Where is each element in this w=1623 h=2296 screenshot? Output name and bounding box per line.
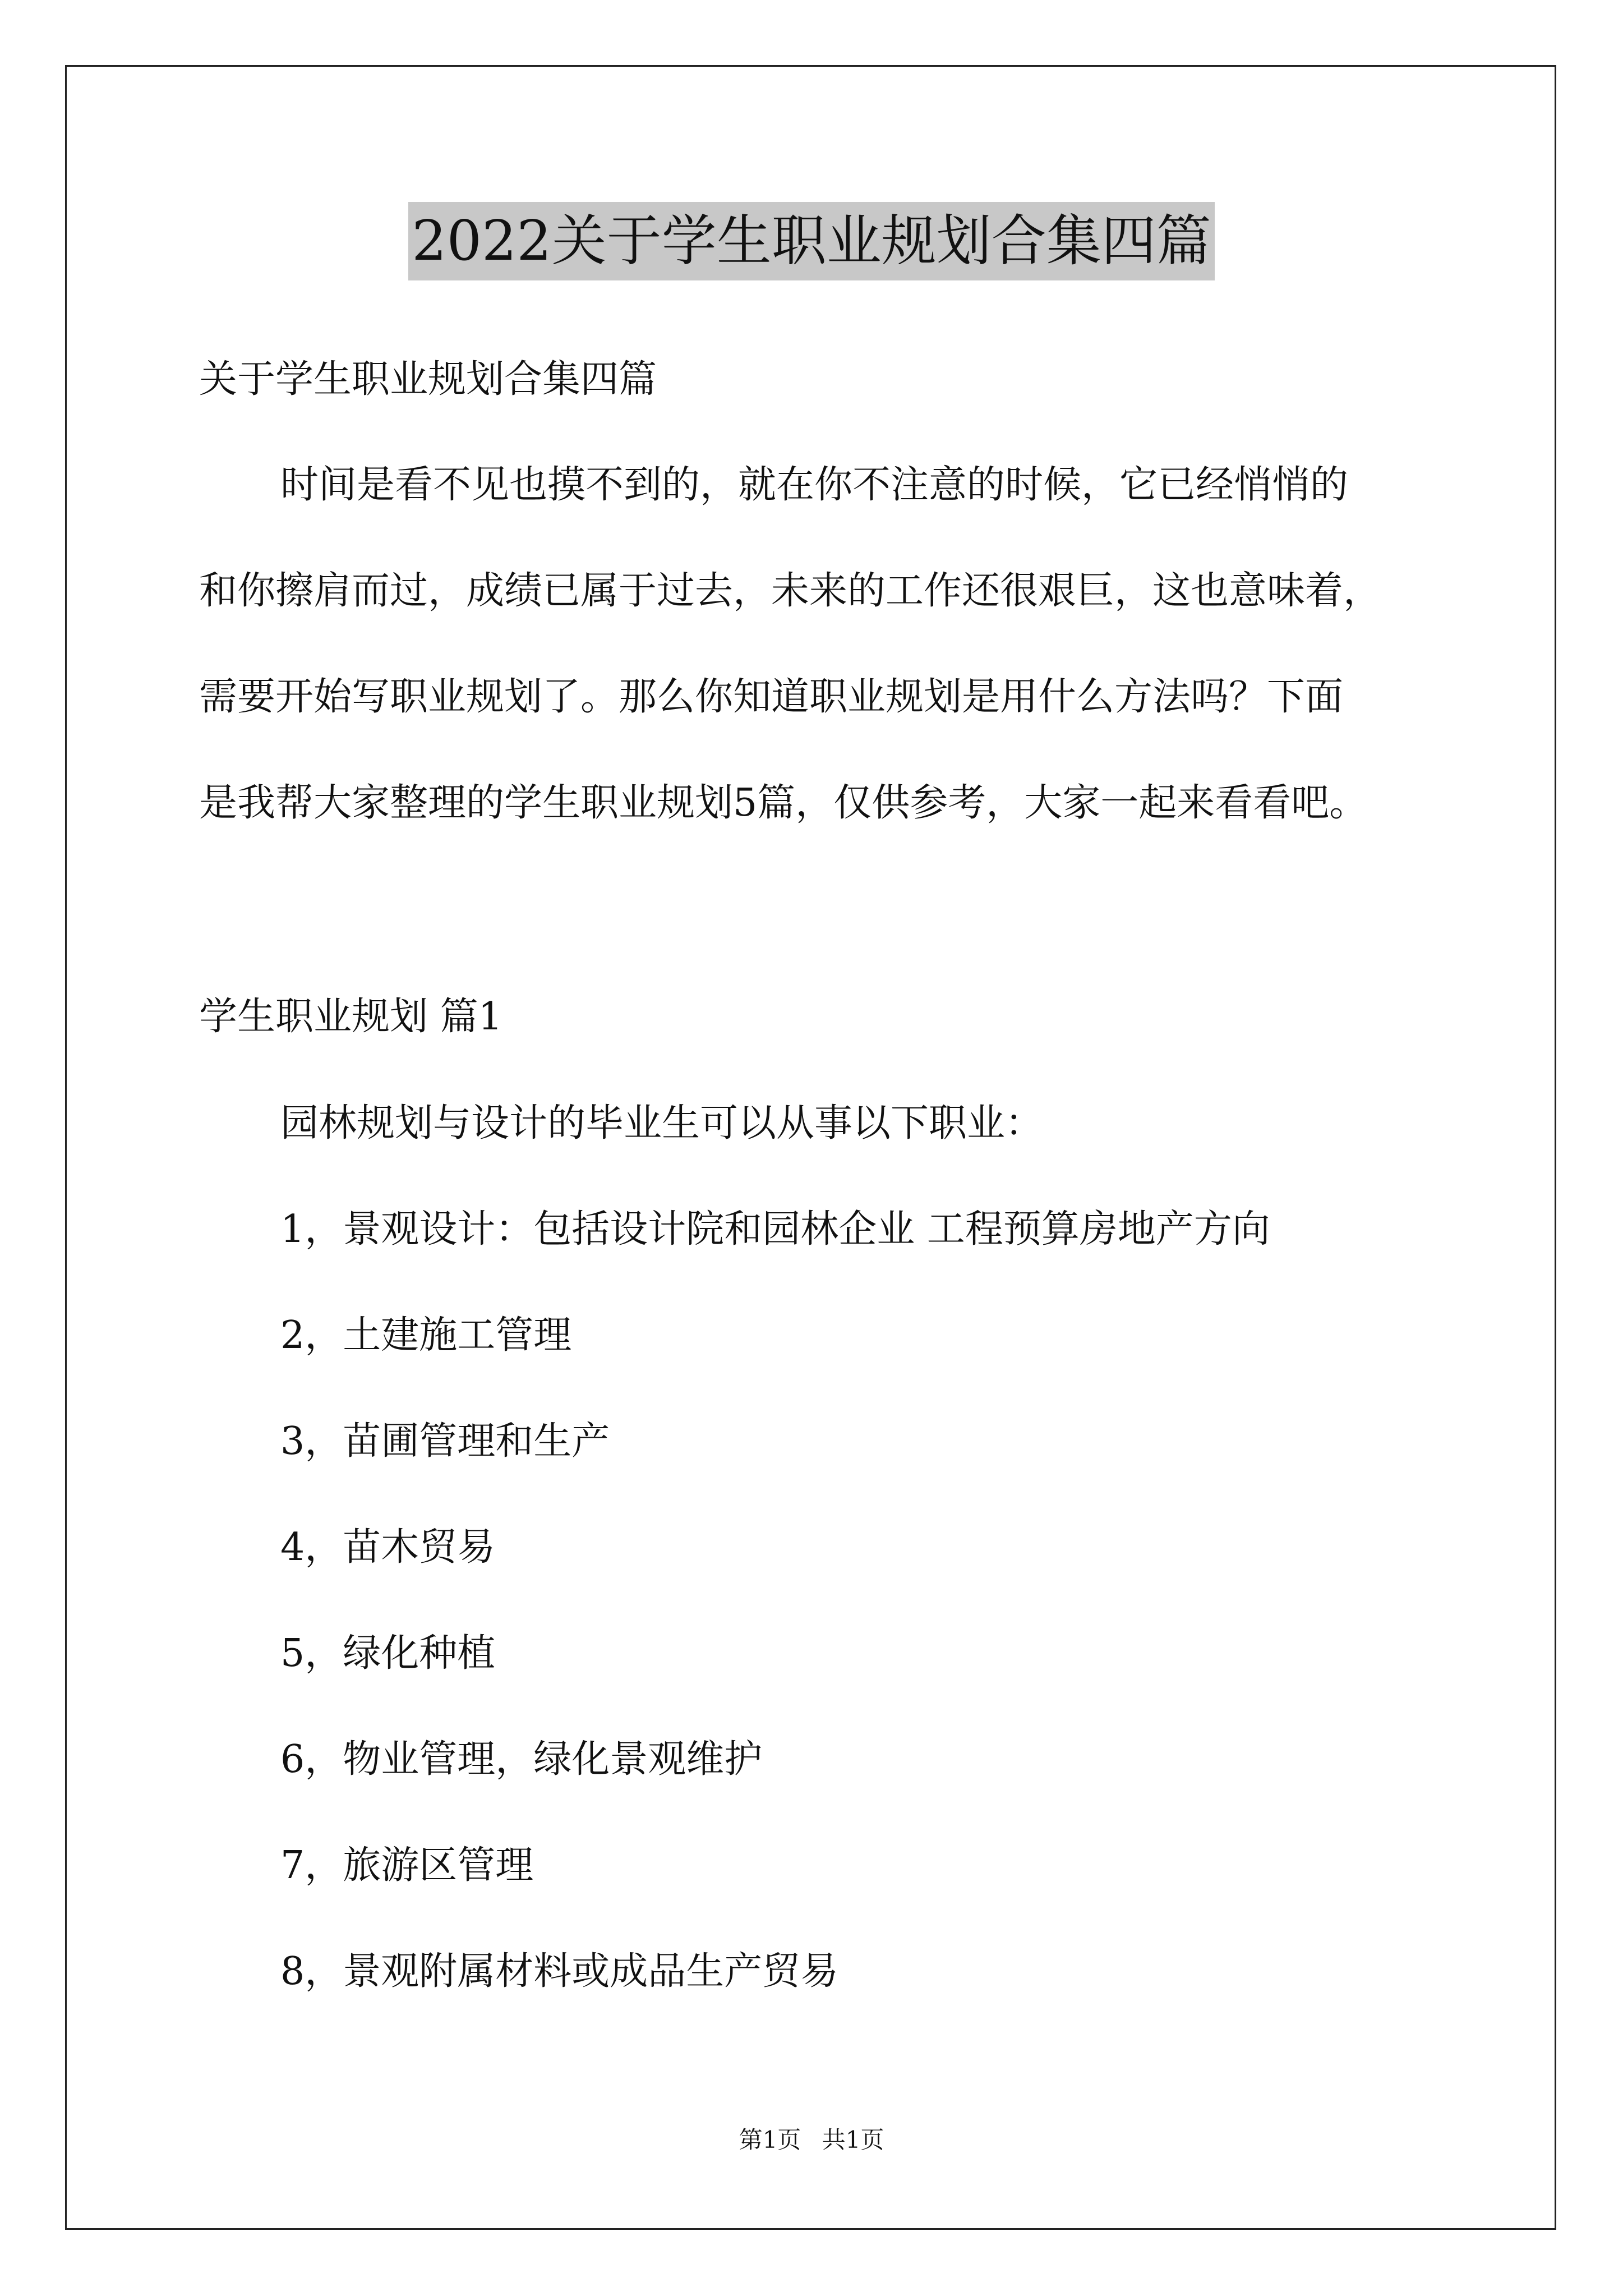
intro-line-1: 时间是看不见也摸不到的，就在你不注意的时候，它已经悄悄的 [280, 463, 1349, 507]
list-item: 3，苗圃管理和生产 [280, 1419, 610, 1464]
list-item: 4，苗木贸易 [280, 1525, 496, 1570]
document-title: 2022关于学生职业规划合集四篇 [408, 202, 1214, 280]
section-intro: 园林规划与设计的毕业生可以从事以下职业： [280, 1101, 1044, 1145]
list-item: 2，土建施工管理 [280, 1313, 572, 1358]
list-item: 5，绿化种植 [280, 1631, 496, 1676]
intro-line-2: 和你擦肩而过，成绩已属于过去，未来的工作还很艰巨，这也意味着， [199, 569, 1382, 613]
list-item: 1，景观设计：包括设计院和园林企业 工程预算房地产方向 [280, 1207, 1270, 1251]
list-item: 8，景观附属材料或成品生产贸易 [280, 1949, 839, 1994]
list-item: 7，旅游区管理 [280, 1843, 534, 1888]
page-number: 第1页 [739, 2126, 801, 2154]
section-heading: 学生职业规划 篇1 [199, 995, 502, 1039]
page-total: 共1页 [822, 2126, 884, 2154]
intro-line-4: 是我帮大家整理的学生职业规划5篇，仅供参考，大家一起来看看吧。 [199, 781, 1368, 825]
page-footer [0, 2123, 1623, 2157]
document-subtitle: 关于学生职业规划合集四篇 [199, 357, 657, 402]
intro-line-3: 需要开始写职业规划了。那么你知道职业规划是用什么方法吗？下面 [199, 675, 1344, 719]
title-container [0, 202, 1623, 280]
list-item: 6，物业管理，绿化景观维护 [280, 1737, 763, 1782]
